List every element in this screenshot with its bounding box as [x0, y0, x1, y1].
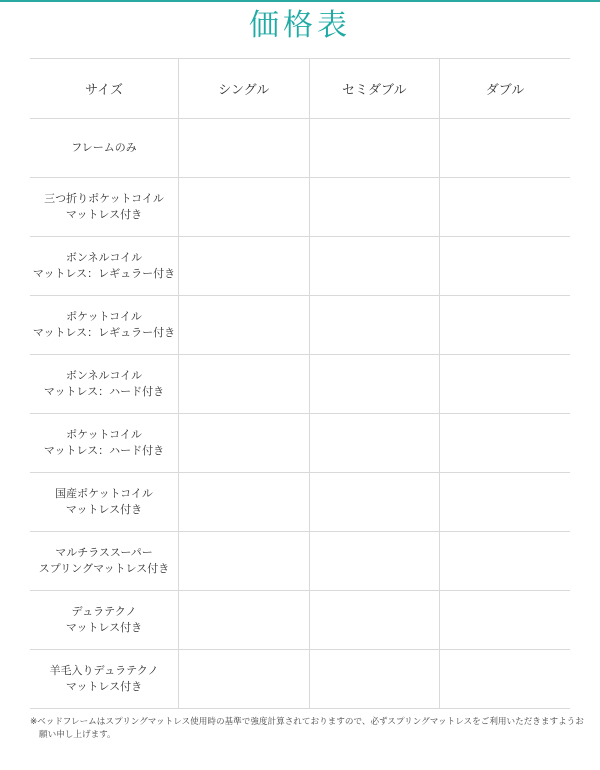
row-label: 羊毛入りデュラテクノ マットレス付き — [30, 650, 179, 709]
price-cell-semi-double — [309, 532, 439, 591]
price-cell-double — [439, 178, 570, 237]
price-cell-semi-double — [309, 591, 439, 650]
price-table — [30, 58, 570, 709]
price-cell-semi-double — [309, 237, 439, 296]
table-row — [30, 119, 570, 178]
row-label: 三つ折りポケットコイル マットレス付き — [30, 178, 179, 237]
price-cell-double — [439, 650, 570, 709]
row-label: ボンネルコイル マットレス：ハード付き — [30, 355, 179, 414]
row-label: フレームのみ — [30, 119, 179, 178]
price-cell-double — [439, 119, 570, 178]
table-row — [30, 650, 570, 709]
table-row — [30, 178, 570, 237]
row-label: 国産ポケットコイル マットレス付き — [30, 473, 179, 532]
row-label: デュラテクノ マットレス付き — [30, 591, 179, 650]
header-size: サイズ — [30, 59, 179, 119]
top-accent-rule — [0, 0, 600, 2]
price-cell-semi-double — [309, 296, 439, 355]
price-cell-double — [439, 414, 570, 473]
price-cell-single — [179, 532, 309, 591]
price-cell-single — [179, 414, 309, 473]
price-cell-double — [439, 532, 570, 591]
table-row — [30, 414, 570, 473]
table-header-row — [30, 59, 570, 119]
table-row — [30, 237, 570, 296]
header-single: シングル — [179, 59, 309, 119]
price-cell-double — [439, 591, 570, 650]
price-cell-single — [179, 178, 309, 237]
header-double: ダブル — [439, 59, 570, 119]
price-cell-single — [179, 237, 309, 296]
footnote: ※ベッドフレームはスプリングマットレス使用時の基準で強度計算されておりますので、必ずスプリングマットレスをご利用いただきますようお願い申し上げます。 — [30, 717, 584, 740]
price-cell-semi-double — [309, 473, 439, 532]
header-semi-double: セミダブル — [309, 59, 439, 119]
page-title: 価格表 — [249, 8, 351, 43]
price-cell-double — [439, 296, 570, 355]
table-row — [30, 355, 570, 414]
price-cell-double — [439, 237, 570, 296]
price-cell-semi-double — [309, 355, 439, 414]
row-label: ポケットコイル マットレス：ハード付き — [30, 414, 179, 473]
price-cell-single — [179, 355, 309, 414]
price-cell-semi-double — [309, 414, 439, 473]
price-cell-semi-double — [309, 650, 439, 709]
row-label: ポケットコイル マットレス：レギュラー付き — [30, 296, 179, 355]
price-cell-semi-double — [309, 119, 439, 178]
price-cell-semi-double — [309, 178, 439, 237]
price-cell-single — [179, 650, 309, 709]
price-cell-double — [439, 355, 570, 414]
price-cell-single — [179, 119, 309, 178]
price-cell-single — [179, 473, 309, 532]
table-row — [30, 296, 570, 355]
table-row — [30, 591, 570, 650]
price-cell-single — [179, 296, 309, 355]
price-cell-double — [439, 473, 570, 532]
table-row — [30, 532, 570, 591]
row-label: ボンネルコイル マットレス：レギュラー付き — [30, 237, 179, 296]
table-row — [30, 473, 570, 532]
row-label: マルチラススーパー スプリングマットレス付き — [30, 532, 179, 591]
price-cell-single — [179, 591, 309, 650]
